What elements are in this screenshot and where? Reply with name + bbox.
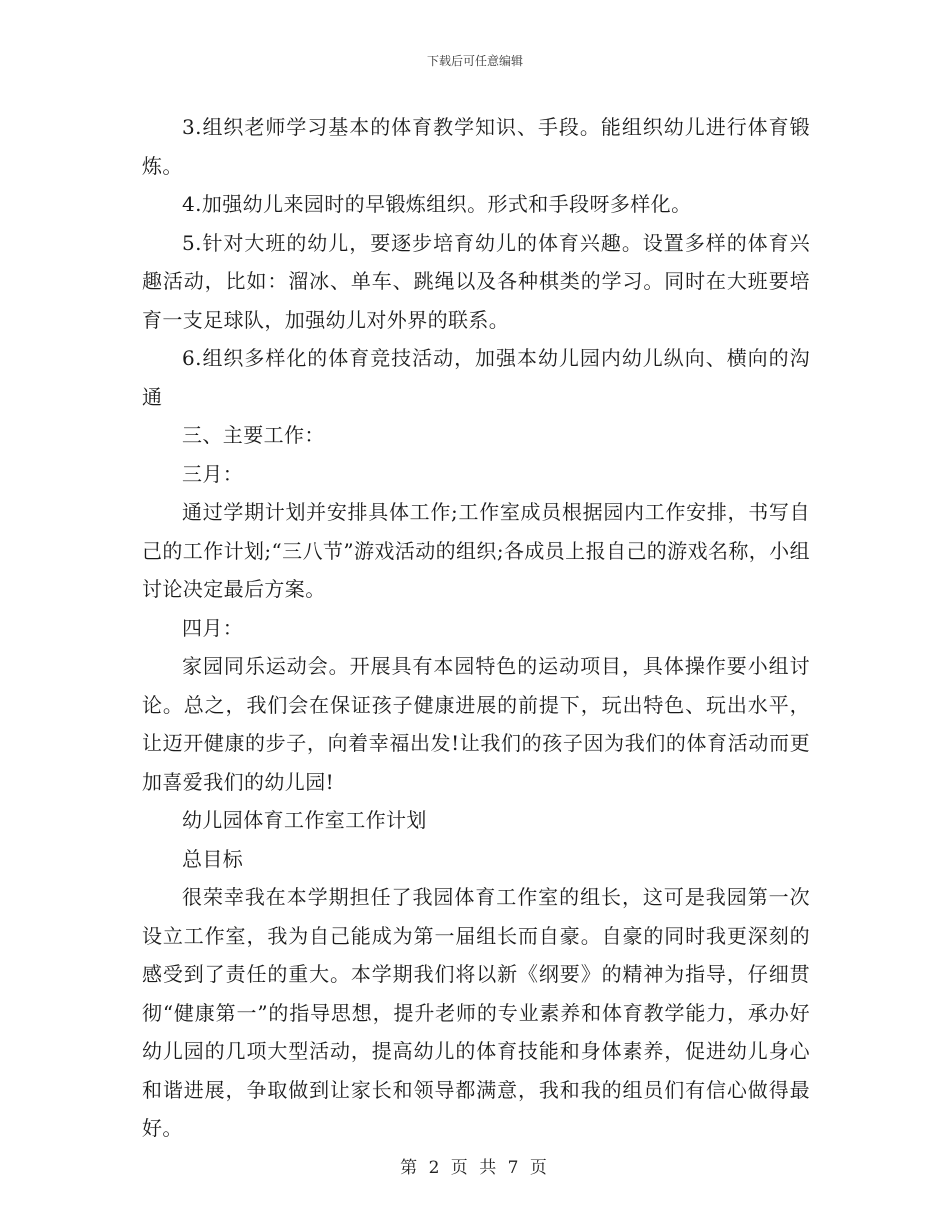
month-heading-march: 三月： (182, 461, 244, 486)
paragraph-item-6: 6.组织多样化的体育竞技活动，加强本幼儿园内幼儿纵向、横向的沟通 (142, 346, 810, 409)
section-heading-main-work: 三、主要工作： (182, 423, 325, 447)
paragraph-item-5: 5.针对大班的幼儿，要逐步培育幼儿的体育兴趣。设置多样的体育兴趣活动，比如：溜冰、单车、跳绳以及各种棋类的学习。同时在大班要培育一支足球队，加强幼儿对外界的联系。 (142, 230, 810, 332)
page-header: 下载后可任意编辑 (426, 54, 523, 68)
heading-overall-goal: 总目标 (182, 846, 244, 871)
paragraph-item-3: 3.组织老师学习基本的体育教学知识、手段。能组织幼儿进行体育锻炼。 (142, 115, 810, 178)
paragraph-march: 通过学期计划并安排具体工作;工作室成员根据园内工作安排，书写自己的工作计划;“三八节”游戏活动的组织;各成员上报自己的游戏名称，小组讨论决定最后方案。 (142, 500, 810, 601)
paragraph-april: 家园同乐运动会。开展具有本园特色的运动项目，具体操作要小组讨论。总之，我们会在保证孩子健康进展的前提下，玩出特色、玩出水平，让迈开健康的步子，向着幸福出发!让我们的孩子因为我们的体育活动而更加喜爱我们的幼儿园! (142, 654, 810, 794)
paragraph-item-4: 4.加强幼儿来园时的早锻炼组织。形式和手段呀多样化。 (182, 192, 692, 216)
page-number: 第 2 页 共 7 页 (400, 1158, 550, 1178)
month-heading-april: 四月： (182, 615, 244, 640)
paragraph-overall-goal: 很荣幸我在本学期担任了我园体育工作室的组长，这可是我园第一次设立工作室，我为自己能成为第一届组长而自豪。自豪的同时我更深刻的感受到了责任的重大。本学期我们将以新《纲要》的精神为指导，仔细贯彻“健康第一”的指导思想，提升老师的专业素养和体育教学能力，承办好幼儿园的几项大型活动，提高幼儿的体育技能和身体素养，促进幼儿身心和谐进展，争取做到让家长和领导都满意，我和我的组员们有信心做得最好。 (142, 885, 810, 1140)
document-subtitle: 幼儿园体育工作室工作计划 (182, 808, 427, 832)
document-body (142, 108, 810, 1148)
